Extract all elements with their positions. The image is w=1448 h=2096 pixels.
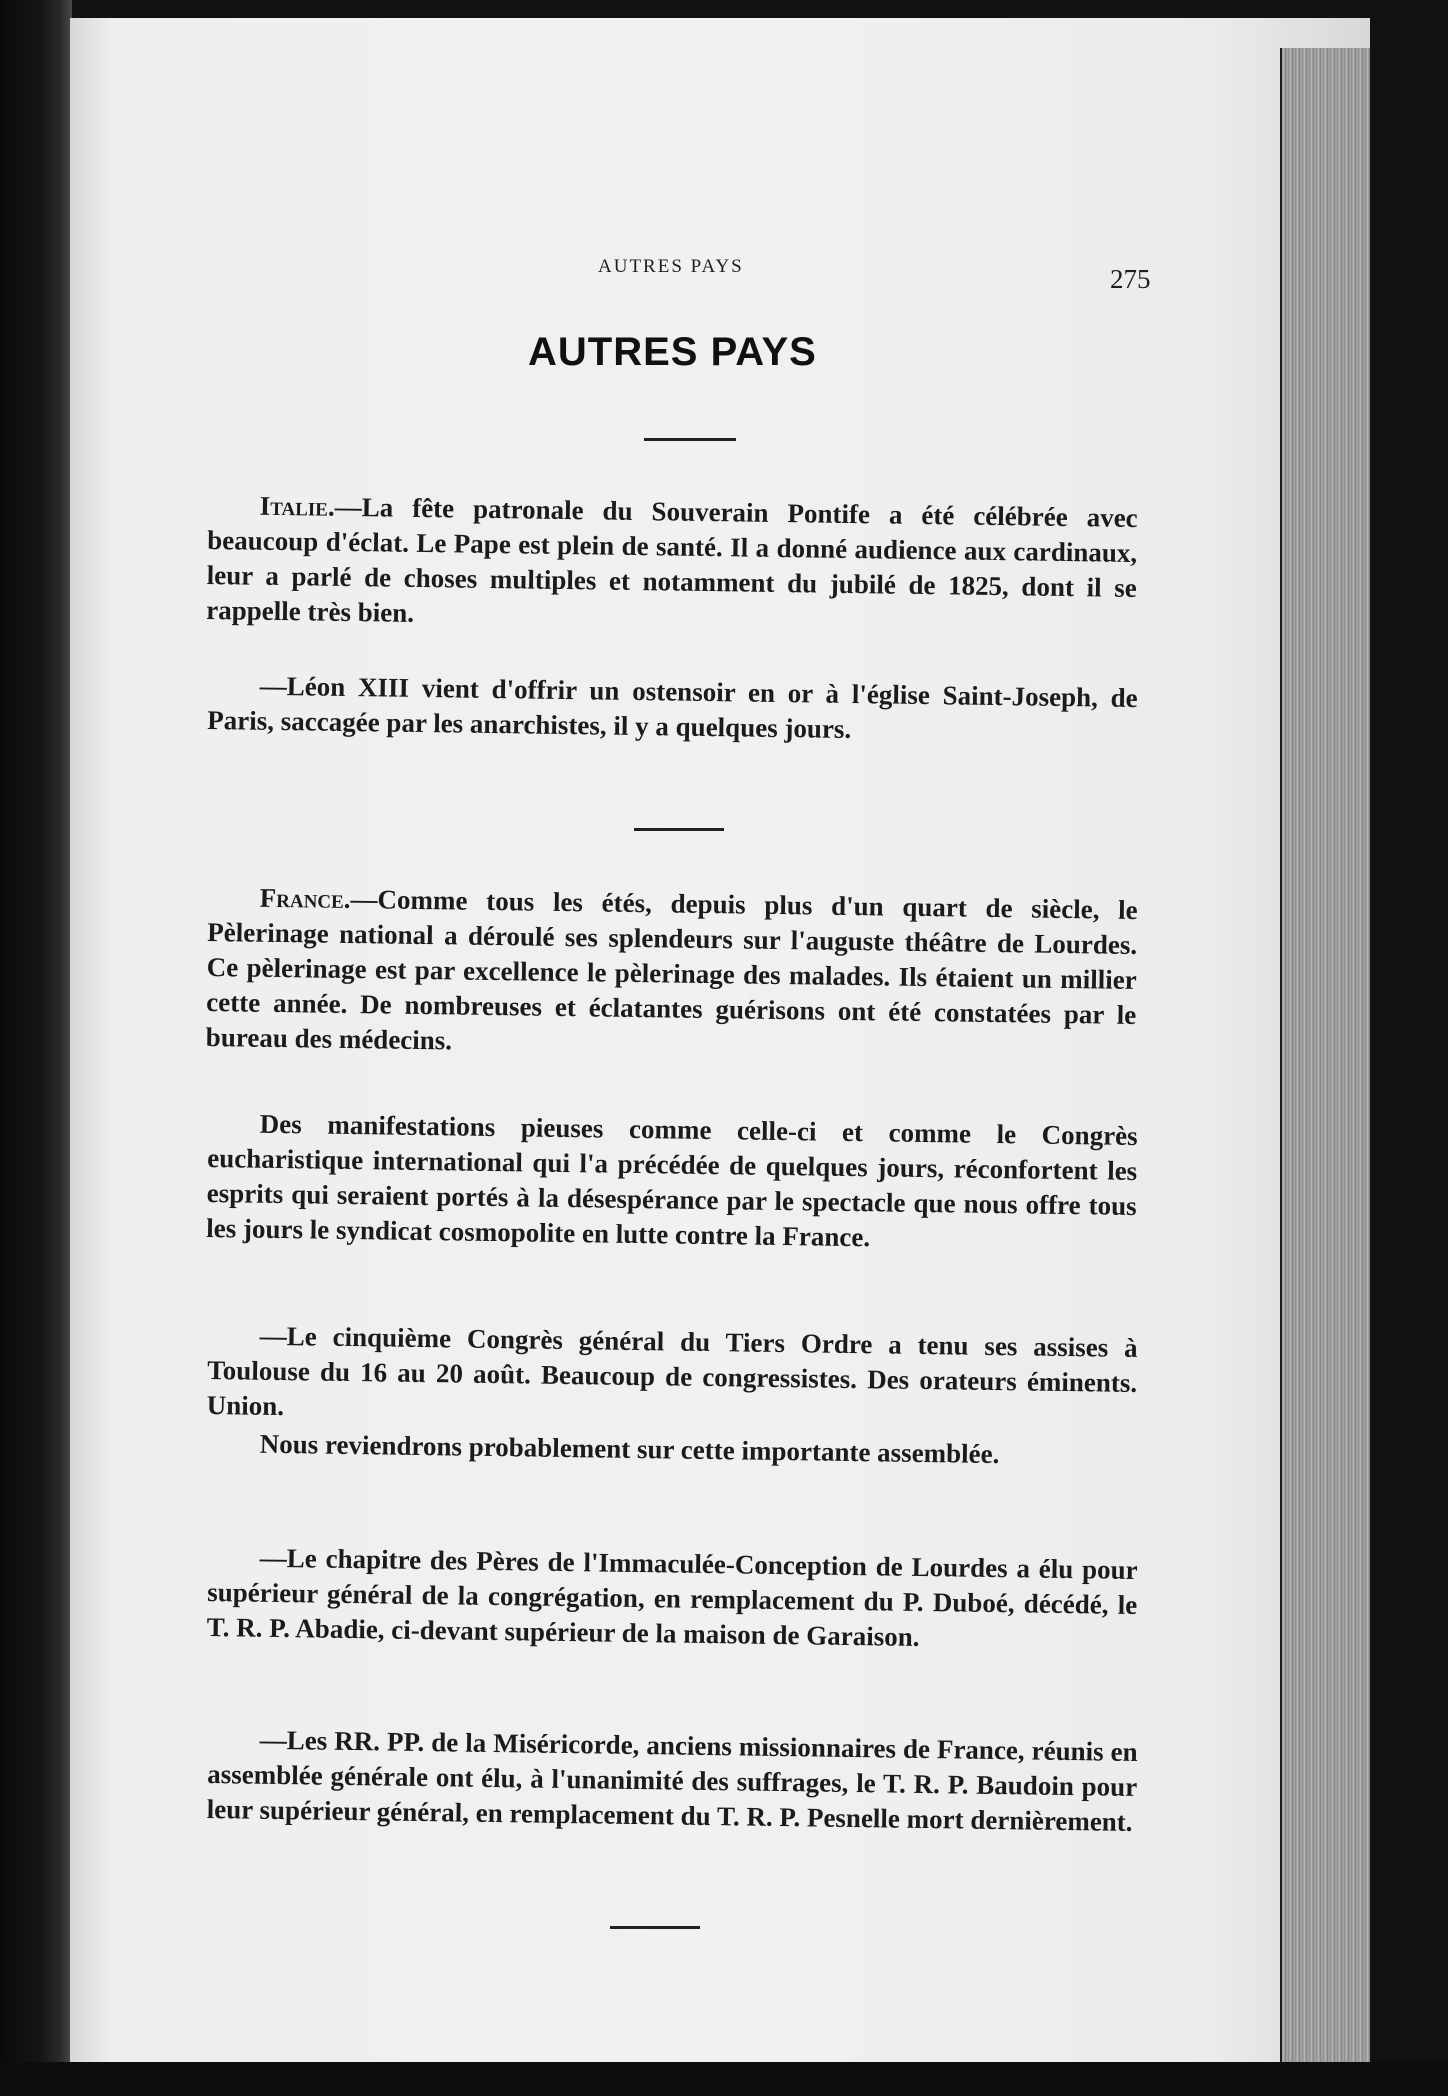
paragraph-text: —Les RR. PP. de la Miséricorde, anciens missionnaires de France, réunis en assemblée générale ont élu, à l'unanimité des suffrages, le T. R. P. Baudoin pour leur supérieur général, en remplacement du T. R. P. Pesnelle mort dernièrement. (206, 1724, 1138, 1837)
paragraph-text: Nous reviendrons probablement sur cette importante assemblée. (259, 1428, 1000, 1470)
book-binding-shadow (0, 0, 72, 2096)
paragraph-chapitre-lourdes (207, 1540, 1138, 1658)
paragraph-lead: France. (259, 882, 351, 914)
paragraph-misericorde (207, 1722, 1138, 1840)
page-edges (1280, 48, 1370, 2078)
paragraph-congres-tiers-ordre (207, 1318, 1138, 1436)
closing-rule (610, 1926, 700, 1929)
book-page (70, 18, 1370, 2068)
paragraph-italie (206, 488, 1138, 641)
paragraph-text: —Comme tous les étés, depuis plus d'un quart de siècle, le Pèlerinage national a déroulé ses splendeurs sur l'auguste théâtre de Lourdes. Ce pèlerinage est par excellence le pèlerinage des malades. Ils étaient un millier cette année. De nombreuses et éclatantes guérisons ont été constatées par le bureau des médecins. (205, 883, 1138, 1056)
section-title: AUTRES PAYS (528, 330, 817, 374)
paragraph-leon-xiii (207, 668, 1138, 751)
page-number: 275 (1110, 264, 1151, 294)
running-head: AUTRES PAYS (598, 256, 744, 277)
section-rule (634, 828, 724, 831)
paragraph-text: —Le cinquième Congrès général du Tiers Ordre a tenu ses assises à Toulouse du 16 au 20 août. Beaucoup de congressistes. Des orateurs éminents. Union. (206, 1320, 1138, 1422)
paragraph-lead: Italie. (259, 490, 335, 522)
paragraph-text: Des manifestations pieuses comme celle-ci et comme le Congrès eucharistique international qui l'a précédée de quelques jours, réconfortent les esprits qui seraient portés à la désespérance par le spectacle que nous offre tous les jours le syndicat cosmopolite en lutte contre la France. (206, 1108, 1138, 1253)
paragraph-manifestations (206, 1106, 1138, 1259)
scan-bottom-shadow (0, 2062, 1448, 2096)
paragraph-text: —Léon XIII vient d'offrir un ostensoir en or à l'église Saint-Joseph, de Paris, saccagée par les anarchistes, il y a quelques jours. (207, 670, 1138, 744)
paragraph-france (206, 880, 1138, 1068)
paragraph-text: —Le chapitre des Pères de l'Immaculée-Conception de Lourdes a élu pour supérieur général de la congrégation, en remplacement du P. Duboé, décédé, le T. R. P. Abadie, ci-devant supérieur de la maison de Garaison. (206, 1542, 1138, 1652)
section-rule (644, 438, 736, 441)
paragraph-text: —La fête patronale du Souverain Pontife a été célébrée avec beaucoup d'éclat. Le Pape est plein de santé. Il a donné audience aux cardinaux, leur a parlé de choses multiples et notamment du jubilé de 1825, dont il se rappelle très bien. (206, 491, 1138, 628)
